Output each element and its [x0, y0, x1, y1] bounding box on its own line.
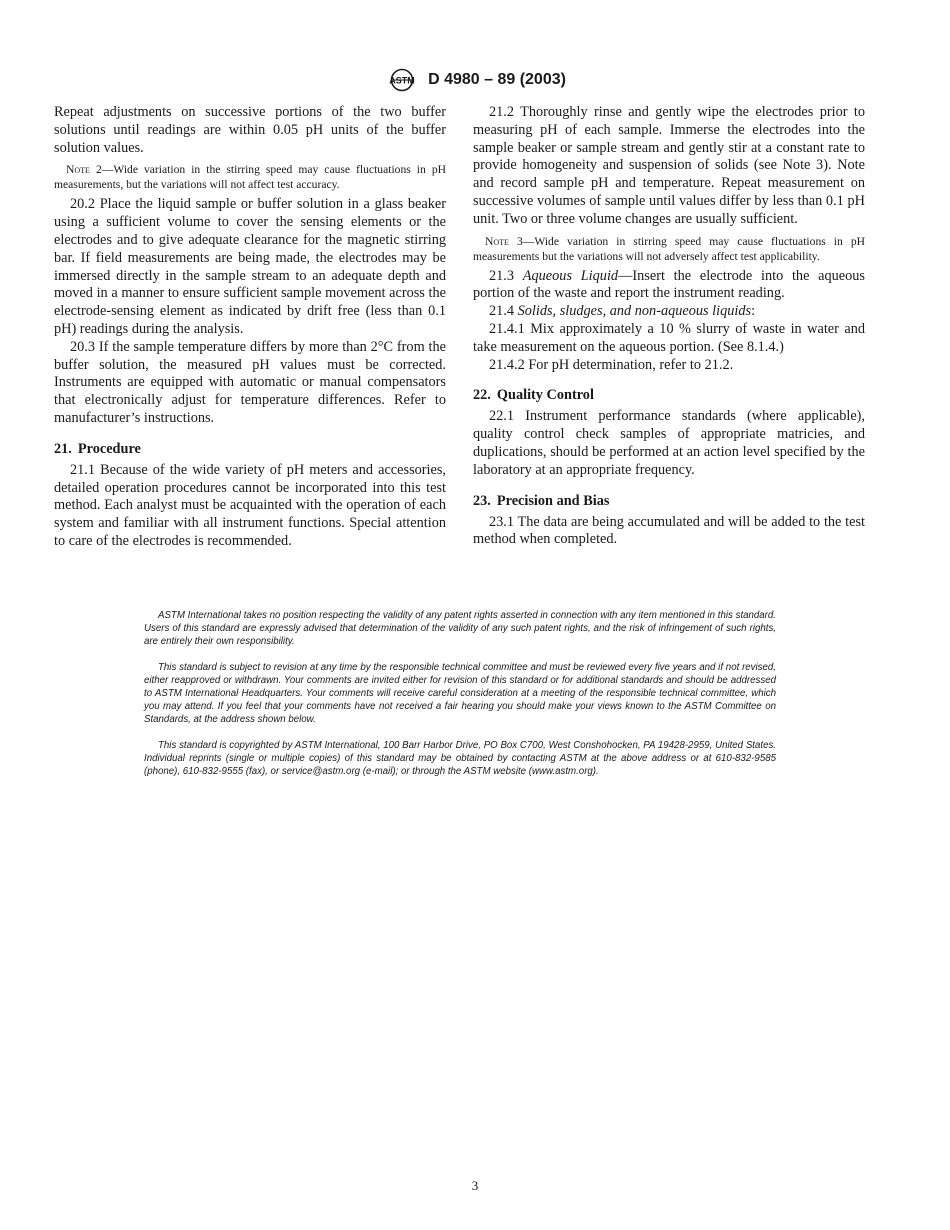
paragraph-21-4-2: 21.4.2 For pH determination, refer to 21.2.: [489, 356, 734, 373]
paragraph-buffer-continuation: Repeat adjustments on successive portions of the two buffer solutions until readings are within 0.05 pH units of the buffer solution values.: [54, 104, 446, 156]
paragraph-21-1: 21.1 Because of the wide variety of pH meters and accessories, detailed operation procedures cannot be incorporated into this test method. Each analyst must be acquainted with the operation of each system and familiar with all instrument functions. Special attention to care of the electrodes is recommended.: [54, 461, 446, 549]
paragraph-21-4-1: 21.4.1 Mix approximately a 10 % slurry of waste in water and take measurement on the aqueous portion. (See 8.1.4.): [473, 320, 865, 355]
paragraph-20-3: 20.3 If the sample temperature differs by more than 2°C from the buffer solution, the measured pH values must be corrected. Instruments are equipped with automatic or manual compensators that electronically adjust for temperature differences. Refer to manufacturer’s instructions.: [54, 338, 446, 426]
revision-notice: This standard is subject to revision at any time by the responsible technical committee and must be reviewed every five years and if not revised, either reapproved or withdrawn. Your comments are invited either for revision of this standard or for additional standards and should be addressed to ASTM International Headquarters. Your comments will receive careful consideration at a meeting of the responsible technical committee, which you may attend. If you feel that your comments have not received a fair hearing you should make your views known to the ASTM Committee on Standards, at the address shown below.: [144, 662, 776, 725]
section-23-heading: 23. Precision and Bias: [473, 492, 610, 509]
copyright-notice: This standard is copyrighted by ASTM International, 100 Barr Harbor Drive, PO Box C700, West Conshohocken, PA 19428-2959, United States. Individual reprints (single or multiple copies) of this standard may be obtained by contacting ASTM at the above address or at 610-832-9585 (phone), 610-832-9555 (fax), or service@astm.org (e-mail); or through the ASTM website (www.astm.org).: [144, 740, 776, 777]
astm-logo-icon: [384, 68, 420, 92]
paragraph-20-2: 20.2 Place the liquid sample or buffer solution in a glass beaker using a sufficient volume to cover the sensing elements or the electrodes and to give adequate clearance for the magnetic stirring bar. If field measurements are being made, the electrodes may be immersed directly in the sample stream to an adequate depth and moved in a manner to ensure sufficient sample movement across the electrode-sensing element as indicated by drift free (less than 0.1 pH) readings during the analysis.: [54, 196, 446, 337]
document-id: D 4980 – 89 (2003): [428, 71, 566, 88]
left-column: [54, 104, 446, 551]
paragraph-23-1: 23.1 The data are being accumulated and will be added to the test method when completed.: [473, 513, 865, 548]
right-column: [473, 104, 865, 549]
patent-notice: ASTM International takes no position respecting the validity of any patent rights asserted in connection with any item mentioned in this standard. Users of this standard are expressly advised that determination of the validity of any such patent rights, and the risk of infringement of such rights, are entirely their own responsibility.: [144, 610, 776, 647]
paragraph-21-2: 21.2 Thoroughly rinse and gently wipe the electrodes prior to measuring pH of each sample. Immerse the electrodes into the sample beaker or sample stream and gently stir at a constant rate to provide homogeneity and suspension of solids (see Note 3). Note and record sample pH and temperature. Repeat measurement on successive volumes of sample until values differ by less than 0.1 pH unit. Two or three volume changes are usually sufficient.: [473, 104, 865, 227]
section-21-heading: 21. Procedure: [54, 440, 141, 457]
logo-text: ASTM: [389, 75, 415, 86]
note-2: [54, 162, 446, 192]
note-2-label: Note: [66, 163, 90, 177]
note-2-text: 2—Wide variation in the stirring speed may cause fluctuations in pH measurements, but the variations will not affect test accuracy.: [54, 163, 446, 192]
paragraph-22-1: 22.1 Instrument performance standards (where applicable), quality control check samples of appropriate matricies, and duplications, should be performed at an action level specified by the laboratory at an appropriate frequency.: [473, 408, 865, 478]
paragraph-21-4: 21.4 Solids, sludges, and non-aqueous liquids:: [489, 303, 756, 320]
section-22-heading: 22. Quality Control: [473, 387, 594, 404]
page-header: [0, 68, 950, 92]
legal-footer: [144, 610, 776, 793]
note-3-text: 3—Wide variation in stirring speed may cause fluctuations in pH measurements but the variations will not adversely affect test applicability.: [473, 234, 865, 263]
note-3-label: Note: [485, 234, 509, 248]
page-number: 3: [471, 1178, 479, 1193]
note-3: [473, 234, 865, 264]
paragraph-21-3: 21.3 Aqueous Liquid—Insert the electrode into the aqueous portion of the waste and report the instrument reading.: [473, 267, 865, 302]
